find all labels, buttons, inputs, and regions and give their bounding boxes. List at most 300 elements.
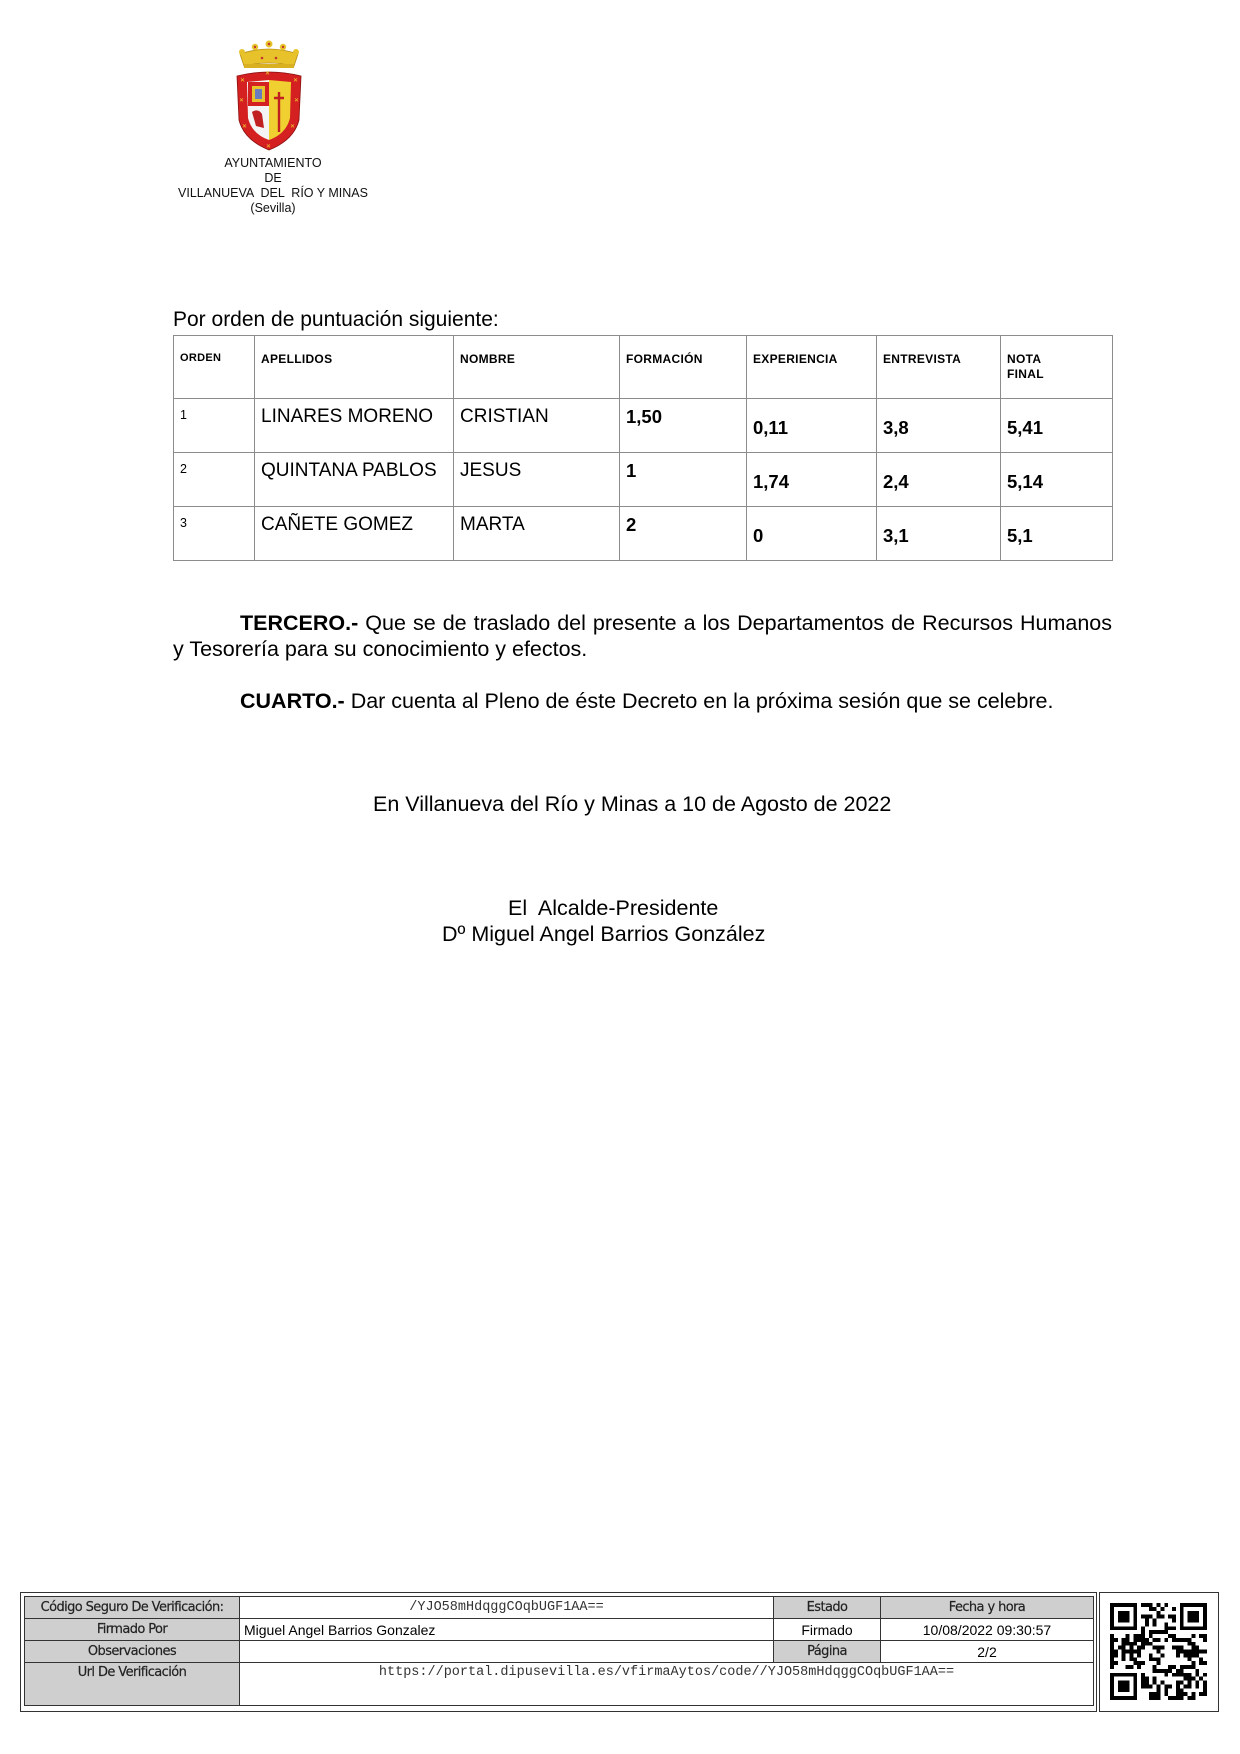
qr-module	[1126, 1642, 1130, 1646]
qr-module	[1122, 1611, 1126, 1615]
qr-module	[1203, 1615, 1207, 1619]
qr-module	[1203, 1681, 1207, 1685]
qr-module	[1188, 1681, 1192, 1685]
qr-module	[1172, 1615, 1176, 1619]
qr-module	[1149, 1692, 1153, 1696]
qr-module	[1203, 1611, 1207, 1615]
qr-module	[1114, 1673, 1118, 1677]
qr-module	[1126, 1681, 1130, 1685]
qr-module	[1160, 1615, 1164, 1619]
qr-module	[1122, 1650, 1126, 1654]
qr-module	[1203, 1622, 1207, 1626]
qr-module	[1145, 1681, 1149, 1685]
qr-module	[1184, 1665, 1188, 1669]
qr-module	[1133, 1657, 1137, 1661]
qr-module	[1164, 1692, 1168, 1696]
qr-module	[1184, 1677, 1188, 1681]
qr-module	[1114, 1603, 1118, 1607]
qr-module	[1180, 1626, 1184, 1630]
qr-module	[1133, 1611, 1137, 1615]
qr-module	[1168, 1634, 1172, 1638]
qr-module	[1188, 1673, 1192, 1677]
qr-module	[1118, 1684, 1122, 1688]
header-experiencia: EXPERIENCIA	[747, 336, 877, 399]
cell-experiencia: 0,11	[753, 417, 788, 438]
qr-module	[1153, 1646, 1157, 1650]
header-line-de: DE	[264, 171, 282, 185]
qr-module	[1149, 1615, 1153, 1619]
qr-module	[1126, 1611, 1130, 1615]
qr-module	[1168, 1669, 1172, 1673]
pagina-label: Página	[774, 1641, 881, 1663]
qr-module	[1157, 1669, 1161, 1673]
qr-module	[1188, 1677, 1192, 1681]
qr-module	[1157, 1661, 1161, 1665]
table-row	[174, 453, 1113, 507]
qr-module	[1203, 1684, 1207, 1688]
estado-label: Estado	[774, 1597, 881, 1619]
qr-module	[1168, 1665, 1172, 1669]
qr-module	[1122, 1684, 1126, 1688]
qr-module	[1195, 1611, 1199, 1615]
qr-module	[1110, 1657, 1114, 1661]
qr-module	[1110, 1688, 1114, 1692]
qr-module	[1145, 1677, 1149, 1681]
qr-module	[1172, 1619, 1176, 1623]
qr-module	[1110, 1677, 1114, 1681]
qr-module	[1149, 1642, 1153, 1646]
qr-module	[1176, 1646, 1180, 1650]
qr-module	[1172, 1638, 1176, 1642]
qr-module	[1172, 1665, 1176, 1669]
qr-module	[1199, 1692, 1203, 1696]
qr-module	[1126, 1626, 1130, 1630]
qr-module	[1203, 1661, 1207, 1665]
cell-nombre: MARTA	[460, 514, 525, 535]
qr-module	[1195, 1684, 1199, 1688]
scores-table	[173, 335, 1113, 561]
qr-module	[1191, 1611, 1195, 1615]
qr-module	[1129, 1657, 1133, 1661]
cell-nombre: JESUS	[460, 460, 522, 481]
crown-icon	[239, 41, 299, 69]
qr-module	[1180, 1665, 1184, 1669]
qr-module	[1195, 1603, 1199, 1607]
qr-module	[1157, 1650, 1161, 1654]
qr-module	[1180, 1692, 1184, 1696]
qr-module	[1126, 1619, 1130, 1623]
firmado-por-value: Miguel Angel Barrios Gonzalez	[240, 1619, 774, 1641]
qr-module	[1157, 1603, 1161, 1607]
qr-module	[1153, 1638, 1157, 1642]
cell-orden: 1	[180, 408, 187, 422]
qr-module	[1172, 1626, 1176, 1630]
qr-module	[1114, 1653, 1118, 1657]
cell-apellidos: LINARES MORENO	[261, 406, 434, 427]
qr-module	[1180, 1607, 1184, 1611]
qr-module	[1149, 1634, 1153, 1638]
qr-code-icon[interactable]	[1110, 1603, 1207, 1700]
qr-module	[1160, 1630, 1164, 1634]
qr-module	[1110, 1650, 1114, 1654]
qr-module	[1141, 1615, 1145, 1619]
qr-module	[1153, 1696, 1157, 1700]
qr-module	[1118, 1615, 1122, 1619]
verification-row-codigo	[25, 1597, 1094, 1619]
fecha-value: 10/08/2022 09:30:57	[881, 1619, 1094, 1641]
qr-module	[1133, 1681, 1137, 1685]
qr-module	[1110, 1646, 1114, 1650]
cell-entrevista: 3,8	[883, 417, 909, 438]
qr-module	[1126, 1696, 1130, 1700]
qr-module	[1199, 1661, 1203, 1665]
qr-module	[1191, 1642, 1195, 1646]
header-orden: ORDEN	[174, 336, 255, 399]
qr-module	[1118, 1688, 1122, 1692]
qr-module	[1180, 1688, 1184, 1692]
header-line-town: VILLANUEVA DEL RÍO Y MINAS	[178, 186, 368, 200]
qr-module	[1149, 1657, 1153, 1661]
qr-module	[1122, 1603, 1126, 1607]
url-label: Url De Verificación	[25, 1663, 240, 1706]
qr-module	[1149, 1696, 1153, 1700]
qr-module	[1195, 1669, 1199, 1673]
qr-module	[1153, 1619, 1157, 1623]
header-apellidos: APELLIDOS	[255, 336, 454, 399]
qr-module	[1129, 1665, 1133, 1669]
cell-nota-final: 5,14	[1007, 471, 1044, 492]
table-row	[174, 507, 1113, 561]
qr-module	[1133, 1622, 1137, 1626]
qr-module	[1203, 1692, 1207, 1696]
qr-module	[1141, 1677, 1145, 1681]
qr-module	[1110, 1607, 1114, 1611]
qr-module	[1160, 1607, 1164, 1611]
qr-module	[1110, 1681, 1114, 1685]
qr-module	[1195, 1626, 1199, 1630]
qr-module	[1176, 1638, 1180, 1642]
qr-module	[1145, 1638, 1149, 1642]
cell-entrevista: 3,1	[883, 525, 909, 546]
qr-module	[1172, 1673, 1176, 1677]
qr-module	[1180, 1615, 1184, 1619]
qr-module	[1141, 1681, 1145, 1685]
qr-module	[1149, 1607, 1153, 1611]
qr-module	[1188, 1684, 1192, 1688]
qr-module	[1153, 1622, 1157, 1626]
qr-module	[1195, 1681, 1199, 1685]
qr-module	[1145, 1684, 1149, 1688]
qr-module	[1110, 1653, 1114, 1657]
tercero-text: Que se de traslado del presente a los Departamentos de Recursos Humanos y Tesorería para su conocimiento y efectos.	[173, 611, 1112, 661]
qr-module	[1129, 1653, 1133, 1657]
qr-module	[1203, 1634, 1207, 1638]
qr-module	[1133, 1688, 1137, 1692]
observaciones-label: Observaciones	[25, 1641, 240, 1663]
qr-module	[1126, 1650, 1130, 1654]
qr-module	[1191, 1626, 1195, 1630]
qr-module	[1184, 1684, 1188, 1688]
qr-module	[1133, 1673, 1137, 1677]
cell-orden: 2	[180, 462, 187, 476]
signature-title: El Alcalde-Presidente	[508, 896, 719, 920]
qr-module	[1191, 1661, 1195, 1665]
qr-module	[1110, 1638, 1114, 1642]
url-value[interactable]: https://portal.dipusevilla.es/vfirmaAytos/code//YJO58mHdqggCOqbUGF1AA==	[240, 1663, 1094, 1706]
qr-module	[1110, 1661, 1114, 1665]
cell-experiencia: 0	[753, 525, 764, 546]
svg-text:✕: ✕	[242, 124, 248, 130]
qr-module	[1149, 1653, 1153, 1657]
qr-module	[1176, 1696, 1180, 1700]
qr-module	[1126, 1684, 1130, 1688]
qr-module	[1195, 1615, 1199, 1619]
qr-module	[1160, 1653, 1164, 1657]
qr-module	[1110, 1673, 1114, 1677]
cell-nota-final: 5,1	[1007, 525, 1033, 546]
qr-module	[1168, 1696, 1172, 1700]
pagina-value: 2/2	[881, 1641, 1094, 1663]
qr-module	[1118, 1673, 1122, 1677]
qr-module	[1133, 1607, 1137, 1611]
qr-module	[1110, 1634, 1114, 1638]
qr-module	[1137, 1665, 1141, 1669]
qr-module	[1191, 1653, 1195, 1657]
qr-module	[1184, 1673, 1188, 1677]
qr-module	[1145, 1615, 1149, 1619]
qr-module	[1164, 1622, 1168, 1626]
qr-module	[1180, 1622, 1184, 1626]
qr-module	[1176, 1688, 1180, 1692]
qr-module	[1153, 1657, 1157, 1661]
qr-module	[1118, 1619, 1122, 1623]
qr-module	[1164, 1626, 1168, 1630]
qr-module	[1137, 1634, 1141, 1638]
qr-module	[1180, 1673, 1184, 1677]
qr-module	[1126, 1638, 1130, 1642]
qr-module	[1164, 1630, 1168, 1634]
qr-module	[1133, 1626, 1137, 1630]
qr-module	[1110, 1642, 1114, 1646]
qr-module	[1191, 1646, 1195, 1650]
fecha-label: Fecha y hora	[881, 1597, 1094, 1619]
firmado-por-label: Firmado Por	[25, 1619, 240, 1641]
qr-module	[1141, 1634, 1145, 1638]
qr-module	[1141, 1673, 1145, 1677]
qr-module	[1199, 1677, 1203, 1681]
qr-module	[1126, 1634, 1130, 1638]
qr-module	[1141, 1661, 1145, 1665]
qr-module	[1164, 1638, 1168, 1642]
qr-module	[1180, 1650, 1184, 1654]
svg-text:✕: ✕	[290, 124, 296, 130]
table-header-row	[174, 336, 1113, 399]
qr-module	[1157, 1638, 1161, 1642]
qr-module	[1141, 1603, 1145, 1607]
qr-module	[1133, 1677, 1137, 1681]
codigo-value: /YJO58mHdqggCOqbUGF1AA==	[240, 1597, 774, 1619]
qr-module	[1195, 1646, 1199, 1650]
cell-nombre: CRISTIAN	[460, 406, 549, 427]
qr-module	[1118, 1646, 1122, 1650]
qr-module	[1176, 1669, 1180, 1673]
qr-module	[1133, 1692, 1137, 1696]
observaciones-value	[240, 1641, 774, 1663]
qr-module	[1137, 1646, 1141, 1650]
qr-module	[1180, 1619, 1184, 1623]
qr-module	[1118, 1611, 1122, 1615]
qr-module	[1122, 1688, 1126, 1692]
qr-module	[1110, 1622, 1114, 1626]
qr-module	[1160, 1646, 1164, 1650]
qr-module	[1203, 1607, 1207, 1611]
qr-module	[1180, 1669, 1184, 1673]
qr-module	[1160, 1681, 1164, 1685]
qr-module	[1145, 1622, 1149, 1626]
table-row	[174, 399, 1113, 453]
qr-module	[1180, 1638, 1184, 1642]
svg-text:✕: ✕	[266, 144, 272, 150]
qr-module	[1184, 1638, 1188, 1642]
qr-module	[1129, 1650, 1133, 1654]
cuarto-label: CUARTO.-	[240, 689, 345, 713]
header-formacion: FORMACIÓN	[620, 336, 747, 399]
qr-module	[1137, 1650, 1141, 1654]
qr-module	[1110, 1684, 1114, 1688]
qr-module	[1137, 1638, 1141, 1642]
qr-module	[1126, 1603, 1130, 1607]
qr-module	[1133, 1603, 1137, 1607]
header-entrevista: ENTREVISTA	[877, 336, 1001, 399]
qr-module	[1188, 1615, 1192, 1619]
qr-module	[1188, 1619, 1192, 1623]
svg-text:✕: ✕	[294, 98, 300, 104]
qr-module	[1172, 1696, 1176, 1700]
qr-module	[1191, 1696, 1195, 1700]
qr-module	[1203, 1603, 1207, 1607]
header-line-province: (Sevilla)	[250, 201, 296, 215]
qr-module	[1141, 1684, 1145, 1688]
qr-module	[1141, 1626, 1145, 1630]
qr-module	[1129, 1603, 1133, 1607]
qr-module	[1172, 1607, 1176, 1611]
qr-module	[1122, 1696, 1126, 1700]
qr-module	[1184, 1603, 1188, 1607]
qr-module	[1114, 1626, 1118, 1630]
verification-row-observaciones	[25, 1641, 1094, 1663]
qr-module	[1122, 1646, 1126, 1650]
cuarto-text: Dar cuenta al Pleno de éste Decreto en la próxima sesión que se celebre.	[344, 689, 1054, 713]
qr-module	[1122, 1653, 1126, 1657]
qr-module	[1149, 1630, 1153, 1634]
qr-module	[1133, 1650, 1137, 1654]
qr-module	[1122, 1626, 1126, 1630]
qr-module	[1203, 1650, 1207, 1654]
qr-module	[1133, 1619, 1137, 1623]
qr-module	[1191, 1677, 1195, 1681]
qr-module	[1203, 1673, 1207, 1677]
qr-module	[1126, 1615, 1130, 1619]
qr-module	[1145, 1619, 1149, 1623]
qr-module	[1168, 1615, 1172, 1619]
qr-module	[1184, 1626, 1188, 1630]
qr-module	[1168, 1684, 1172, 1688]
qr-module	[1191, 1650, 1195, 1654]
qr-module	[1133, 1615, 1137, 1619]
header-nota-line1: NOTA	[1007, 352, 1042, 366]
qr-module	[1157, 1684, 1161, 1688]
qr-module	[1188, 1665, 1192, 1669]
cell-entrevista: 2,4	[883, 471, 909, 492]
qr-module	[1157, 1630, 1161, 1634]
intro-text: Por orden de puntuación siguiente:	[173, 308, 499, 331]
qr-module	[1141, 1646, 1145, 1650]
qr-module	[1157, 1692, 1161, 1696]
qr-module	[1195, 1673, 1199, 1677]
qr-module	[1133, 1661, 1137, 1665]
shield-icon	[237, 71, 301, 150]
verification-row-firmado	[25, 1619, 1094, 1641]
qr-module	[1160, 1669, 1164, 1673]
qr-module	[1137, 1653, 1141, 1657]
qr-module	[1122, 1619, 1126, 1623]
header-line-ayuntamiento: AYUNTAMIENTO	[224, 156, 322, 170]
qr-module	[1172, 1646, 1176, 1650]
qr-module	[1199, 1603, 1203, 1607]
qr-module	[1180, 1696, 1184, 1700]
qr-module	[1199, 1626, 1203, 1630]
qr-module	[1110, 1626, 1114, 1630]
qr-module	[1195, 1650, 1199, 1654]
qr-module	[1153, 1630, 1157, 1634]
qr-module	[1180, 1681, 1184, 1685]
qr-module	[1149, 1684, 1153, 1688]
qr-module	[1110, 1611, 1114, 1615]
qr-module	[1176, 1681, 1180, 1685]
cell-experiencia: 1,74	[753, 471, 790, 492]
qr-module	[1199, 1634, 1203, 1638]
qr-module	[1122, 1642, 1126, 1646]
cell-formacion: 1,50	[626, 406, 663, 427]
qr-module	[1145, 1642, 1149, 1646]
qr-module	[1157, 1611, 1161, 1615]
qr-module	[1133, 1642, 1137, 1646]
qr-module	[1114, 1650, 1118, 1654]
qr-module	[1168, 1626, 1172, 1630]
cell-orden: 3	[180, 516, 187, 530]
cell-formacion: 1	[626, 460, 637, 481]
qr-module	[1133, 1696, 1137, 1700]
qr-module	[1180, 1646, 1184, 1650]
qr-module	[1126, 1673, 1130, 1677]
qr-module	[1110, 1615, 1114, 1619]
qr-module	[1141, 1638, 1145, 1642]
qr-module	[1114, 1661, 1118, 1665]
qr-module	[1149, 1603, 1153, 1607]
qr-module	[1203, 1626, 1207, 1630]
qr-module	[1176, 1692, 1180, 1696]
qr-module	[1110, 1619, 1114, 1623]
qr-module	[1141, 1642, 1145, 1646]
qr-module	[1126, 1665, 1130, 1669]
svg-text:✕: ✕	[239, 98, 245, 104]
qr-module	[1184, 1650, 1188, 1654]
qr-module	[1203, 1638, 1207, 1642]
cell-formacion: 2	[626, 514, 637, 535]
estado-value: Firmado	[774, 1619, 881, 1641]
qr-module	[1172, 1634, 1176, 1638]
qr-module	[1191, 1692, 1195, 1696]
